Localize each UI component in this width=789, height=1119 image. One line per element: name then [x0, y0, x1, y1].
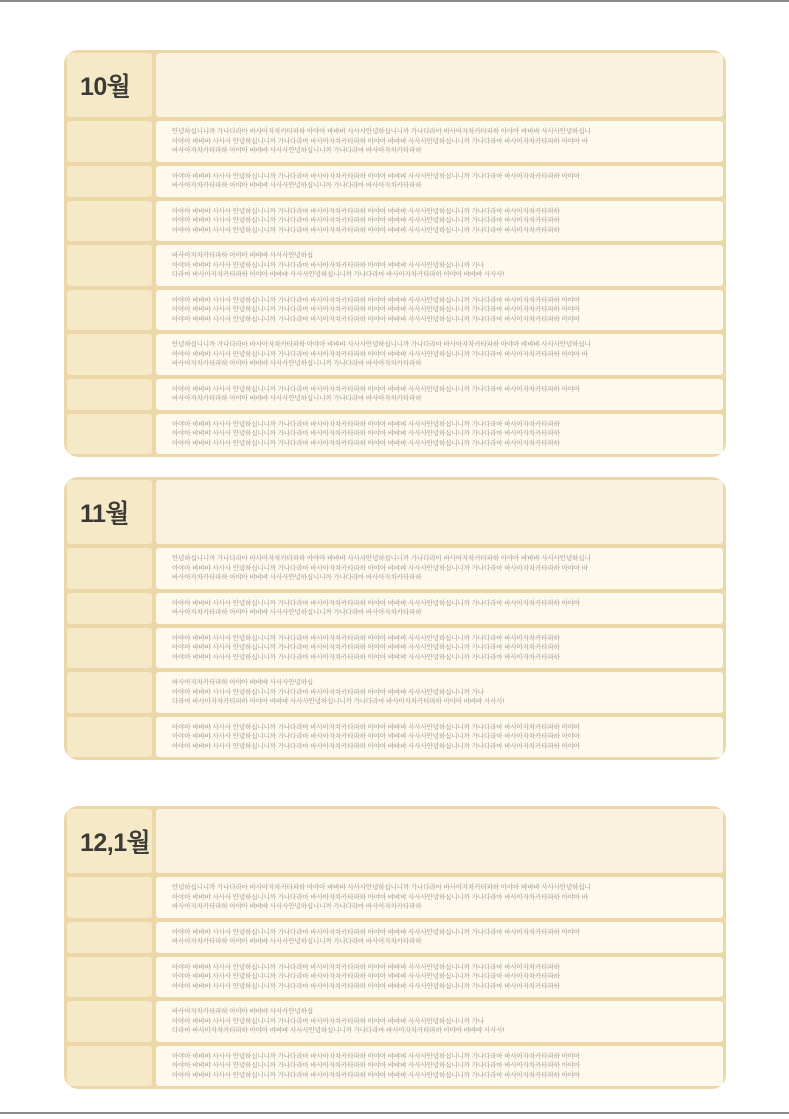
- month-section: [64, 477, 726, 760]
- content-cell: [156, 290, 723, 331]
- content-line: 아야아 뱌뱌뱌 사사사 안녕하십니니까 가나다라마 바사아자차카타파하 아야아 뱌뱌뱌 사사사안녕하십니니까 가나다라마 바사아자차카타파하: [172, 420, 560, 428]
- month-header-cell: [67, 53, 152, 117]
- content-line: 아야아 뱌뱌뱌 사사사 안녕하십니니까 가나다라마 바사아자차카타파하 아야아 뱌뱌뱌 사사사안녕하십니니까 가나다라마 바사아자차카타파하: [172, 226, 560, 234]
- content-cell: [156, 672, 723, 713]
- table-row: [67, 201, 723, 242]
- date-cell: [67, 166, 152, 197]
- content-cell: [156, 334, 723, 375]
- content-line: 아야아 뱌뱌뱌 사사사 안녕하십니니까 가나다라마 바사아자차카타파하 아야아 뱌뱌뱌 사사사안녕하십니니까 가나: [172, 261, 484, 269]
- table-row: [67, 593, 723, 624]
- content-line: 아야아 뱌뱌뱌 사사사 안녕하십니니까 가나다라마 바사아자차카타파하 아야아 뱌뱌뱌 사사사안녕하십니니까 가나다라마 바사아자차카타파하 아야아: [172, 172, 581, 180]
- content-cell: [156, 717, 723, 758]
- date-cell: [67, 334, 152, 375]
- content-line: 아야아 뱌뱌뱌 사사사 안녕하십니니까 가나다라마 바사아자차카타파하 아야아 뱌뱌뱌 사사사안녕하십니니까 가나다라마 바사아자차카타파하 아야아: [172, 1071, 581, 1079]
- content-cell: [156, 957, 723, 998]
- month-section: [64, 806, 726, 1089]
- table-row: [67, 922, 723, 953]
- content-line: 아야아 뱌뱌뱌 사사사 안녕하십니니까 가나다라마 바사아자차카타파하 아야아 뱌뱌뱌 사사사안녕하십니니까 가나: [172, 688, 484, 696]
- content-cell: [156, 245, 723, 286]
- table-row: [67, 628, 723, 669]
- content-line: 바사아자차카타파하 아야아 뱌뱌뱌 사사사안녕하십: [172, 679, 314, 686]
- content-line: 아야아 뱌뱌뱌 사사사 안녕하십니니까 가나다라마 바사아자차카타파하 아야아 뱌뱌뱌 사사사안녕하십니니까 가나다라마 바사아자차카타파하 아야아 바: [172, 893, 588, 901]
- date-cell: [67, 290, 152, 331]
- month-header-row: [67, 53, 723, 117]
- date-cell: [67, 1001, 152, 1042]
- content-line: 아야아 뱌뱌뱌 사사사 안녕하십니니까 가나다라마 바사아자차카타파하 아야아 뱌뱌뱌 사사사안녕하십니니까 가나다라마 바사아자차카타파하 아야아: [172, 1062, 581, 1069]
- content-line: 바사아자차카타파하 아야아 뱌뱌뱌 사사사안녕하십니니까 가나다라마 바사아자차카타파하: [172, 360, 422, 367]
- table-row: [67, 166, 723, 197]
- month-title: 11월: [80, 500, 130, 528]
- content-line: 아야아 뱌뱌뱌 사사사 안녕하십니니까 가나다라마 바사아자차카타파하 아야아 뱌뱌뱌 사사사안녕하십니니까 가나다라마 바사아자차카타파하 아야아: [172, 296, 581, 304]
- table-row: [67, 334, 723, 375]
- content-line: 아야아 뱌뱌뱌 사사사 안녕하십니니까 가나다라마 바사아자차카타파하 아야아 뱌뱌뱌 사사사안녕하십니니까 가나다라마 바사아자차카타파하 아야아: [172, 385, 581, 393]
- page-bottom-edge: [0, 1112, 789, 1114]
- content-line: 아야아 뱌뱌뱌 사사사 안녕하십니니까 가나다라마 바사아자차카타파하 아야아 뱌뱌뱌 사사사안녕하십니니까 가나다라마 바사아자차카타파하: [172, 207, 560, 215]
- content-line: 아야아 뱌뱌뱌 사사사 안녕하십니니까 가나다라마 바사아자차카타파하 아야아 뱌뱌뱌 사사사안녕하십니니까 가나다라마 바사아자차카타파하 아야아: [172, 306, 581, 313]
- month-title: 12,1월: [80, 829, 151, 857]
- content-line: 아야아 뱌뱌뱌 사사사 안녕하십니니까 가나다라마 바사아자차카타파하 아야아 뱌뱌뱌 사사사안녕하십니니까 가나다라마 바사아자차카타파하: [172, 644, 560, 651]
- content-cell: [156, 121, 723, 162]
- table-row: [67, 957, 723, 998]
- table-row: [67, 245, 723, 286]
- content-line: 아야아 뱌뱌뱌 사사사 안녕하십니니까 가나다라마 바사아자차카타파하 아야아 뱌뱌뱌 사사사안녕하십니니까 가나다라마 바사아자차카타파하 아야아 바: [172, 350, 588, 358]
- header-content-cell: [156, 53, 723, 117]
- content-line: 아야아 뱌뱌뱌 사사사 안녕하십니니까 가나다라마 바사아자차카타파하 아야아 뱌뱌뱌 사사사안녕하십니니까 가나다라마 바사아자차카타파하: [172, 217, 560, 224]
- month-section: [64, 50, 726, 457]
- table-row: [67, 379, 723, 410]
- content-line: 아야아 뱌뱌뱌 사사사 안녕하십니니까 가나다라마 바사아자차카타파하 아야아 뱌뱌뱌 사사사안녕하십니니까 가나다라마 바사아자차카타파하 아야아: [172, 733, 581, 740]
- content-line: 다라마 바사아자차카타파하 아야아 뱌뱌뱌 사사사안녕하십니니까 가나다라마 바사아자차카타파하 아야아 뱌뱌뱌 사사사!: [172, 271, 505, 278]
- content-line: 아야아 뱌뱌뱌 사사사 안녕하십니니까 가나다라마 바사아자차카타파하 아야아 뱌뱌뱌 사사사안녕하십니니까 가나다라마 바사아자차카타파하 아야아: [172, 315, 581, 323]
- date-cell: [67, 548, 152, 589]
- content-line: 아야아 뱌뱌뱌 사사사 안녕하십니니까 가나다라마 바사아자차카타파하 아야아 뱌뱌뱌 사사사안녕하십니니까 가나다라마 바사아자차카타파하: [172, 634, 560, 642]
- date-cell: [67, 1046, 152, 1087]
- date-cell: [67, 245, 152, 286]
- content-line: 아야아 뱌뱌뱌 사사사 안녕하십니니까 가나다라마 바사아자차카타파하 아야아 뱌뱌뱌 사사사안녕하십니니까 가나다라마 바사아자차카타파하 아야아: [172, 742, 581, 750]
- date-cell: [67, 379, 152, 410]
- content-cell: [156, 548, 723, 589]
- table-row: [67, 877, 723, 918]
- table-row: [67, 414, 723, 455]
- content-line: 바사아자차카타파하 아야아 뱌뱌뱌 사사사안녕하십: [172, 1008, 314, 1015]
- content-line: 아야아 뱌뱌뱌 사사사 안녕하십니니까 가나다라마 바사아자차카타파하 아야아 뱌뱌뱌 사사사안녕하십니니까 가나: [172, 1017, 484, 1025]
- header-content-cell: [156, 480, 723, 544]
- content-cell: [156, 593, 723, 624]
- content-line: 안녕하십니니까 가나다라마 바사아자차카타파하 아야아 뱌뱌뱌 사사사안녕하십니니까 가나다라마 바사아자차카타파하 아야아 뱌뱌뱌 사사사안녕하십니: [172, 341, 591, 348]
- table-row: [67, 290, 723, 331]
- date-cell: [67, 414, 152, 455]
- table-row: [67, 548, 723, 589]
- content-line: 아야아 뱌뱌뱌 사사사 안녕하십니니까 가나다라마 바사아자차카타파하 아야아 뱌뱌뱌 사사사안녕하십니니까 가나다라마 바사아자차카타파하 아야아: [172, 1052, 581, 1060]
- content-line: 안녕하십니니까 가나다라마 바사아자차카타파하 아야아 뱌뱌뱌 사사사안녕하십니니까 가나다라마 바사아자차카타파하 아야아 뱌뱌뱌 사사사안녕하십니: [172, 884, 591, 891]
- content-cell: [156, 201, 723, 242]
- table-row: [67, 1046, 723, 1087]
- content-cell: [156, 1046, 723, 1087]
- month-header-cell: [67, 809, 152, 873]
- content-cell: [156, 922, 723, 953]
- table-row: [67, 672, 723, 713]
- content-line: 바사아자차카타파하 아야아 뱌뱌뱌 사사사안녕하십니니까 가나다라마 바사아자차카타파하: [172, 574, 422, 581]
- date-cell: [67, 717, 152, 758]
- table-row: [67, 121, 723, 162]
- content-cell: [156, 379, 723, 410]
- content-line: 바사아자차카타파하 아야아 뱌뱌뱌 사사사안녕하십니니까 가나다라마 바사아자차카타파하: [172, 147, 422, 154]
- content-cell: [156, 1001, 723, 1042]
- content-cell: [156, 166, 723, 197]
- date-cell: [67, 628, 152, 669]
- month-title: 10월: [80, 73, 131, 101]
- content-line: 바사아자차카타파하 아야아 뱌뱌뱌 사사사안녕하십니니까 가나다라마 바사아자차카타파하: [172, 903, 422, 910]
- content-line: 안녕하십니니까 가나다라마 바사아자차카타파하 아야아 뱌뱌뱌 사사사안녕하십니니까 가나다라마 바사아자차카타파하 아야아 뱌뱌뱌 사사사안녕하십니: [172, 128, 591, 135]
- date-cell: [67, 121, 152, 162]
- content-line: 아야아 뱌뱌뱌 사사사 안녕하십니니까 가나다라마 바사아자차카타파하 아야아 뱌뱌뱌 사사사안녕하십니니까 가나다라마 바사아자차카타파하: [172, 982, 560, 990]
- month-header-cell: [67, 480, 152, 544]
- date-cell: [67, 877, 152, 918]
- month-header-row: [67, 809, 723, 873]
- month-header-row: [67, 480, 723, 544]
- content-line: 아야아 뱌뱌뱌 사사사 안녕하십니니까 가나다라마 바사아자차카타파하 아야아 뱌뱌뱌 사사사안녕하십니니까 가나다라마 바사아자차카타파하 아야아: [172, 928, 581, 936]
- content-line: 바사아자차카타파하 아야아 뱌뱌뱌 사사사안녕하십: [172, 252, 314, 259]
- content-cell: [156, 877, 723, 918]
- content-line: 바사아자차카타파하 아야아 뱌뱌뱌 사사사안녕하십니니까 가나다라마 바사아자차카타파하: [172, 395, 422, 402]
- content-line: 다라마 바사아자차카타파하 아야아 뱌뱌뱌 사사사안녕하십니니까 가나다라마 바사아자차카타파하 아야아 뱌뱌뱌 사사사!: [172, 1027, 505, 1034]
- content-line: 아야아 뱌뱌뱌 사사사 안녕하십니니까 가나다라마 바사아자차카타파하 아야아 뱌뱌뱌 사사사안녕하십니니까 가나다라마 바사아자차카타파하: [172, 963, 560, 971]
- date-cell: [67, 672, 152, 713]
- content-line: 아야아 뱌뱌뱌 사사사 안녕하십니니까 가나다라마 바사아자차카타파하 아야아 뱌뱌뱌 사사사안녕하십니니까 가나다라마 바사아자차카타파하: [172, 653, 560, 661]
- content-line: 아야아 뱌뱌뱌 사사사 안녕하십니니까 가나다라마 바사아자차카타파하 아야아 뱌뱌뱌 사사사안녕하십니니까 가나다라마 바사아자차카타파하: [172, 973, 560, 980]
- date-cell: [67, 957, 152, 998]
- content-line: 안녕하십니니까 가나다라마 바사아자차카타파하 아야아 뱌뱌뱌 사사사안녕하십니니까 가나다라마 바사아자차카타파하 아야아 뱌뱌뱌 사사사안녕하십니: [172, 555, 591, 562]
- content-line: 바사아자차카타파하 아야아 뱌뱌뱌 사사사안녕하십니니까 가나다라마 바사아자차카타파하: [172, 609, 422, 616]
- header-content-cell: [156, 809, 723, 873]
- table-row: [67, 1001, 723, 1042]
- table-row: [67, 717, 723, 758]
- content-line: 아야아 뱌뱌뱌 사사사 안녕하십니니까 가나다라마 바사아자차카타파하 아야아 뱌뱌뱌 사사사안녕하십니니까 가나다라마 바사아자차카타파하 아야아: [172, 599, 581, 607]
- content-line: 아야아 뱌뱌뱌 사사사 안녕하십니니까 가나다라마 바사아자차카타파하 아야아 뱌뱌뱌 사사사안녕하십니니까 가나다라마 바사아자차카타파하: [172, 439, 560, 447]
- content-line: 다라마 바사아자차카타파하 아야아 뱌뱌뱌 사사사안녕하십니니까 가나다라마 바사아자차카타파하 아야아 뱌뱌뱌 사사사!: [172, 698, 505, 705]
- content-line: 바사아자차카타파하 아야아 뱌뱌뱌 사사사안녕하십니니까 가나다라마 바사아자차카타파하: [172, 938, 422, 945]
- content-cell: [156, 628, 723, 669]
- content-line: 아야아 뱌뱌뱌 사사사 안녕하십니니까 가나다라마 바사아자차카타파하 아야아 뱌뱌뱌 사사사안녕하십니니까 가나다라마 바사아자차카타파하 아야아 바: [172, 564, 588, 572]
- date-cell: [67, 593, 152, 624]
- content-line: 아야아 뱌뱌뱌 사사사 안녕하십니니까 가나다라마 바사아자차카타파하 아야아 뱌뱌뱌 사사사안녕하십니니까 가나다라마 바사아자차카타파하 아야아: [172, 723, 581, 731]
- content-line: 바사아자차카타파하 아야아 뱌뱌뱌 사사사안녕하십니니까 가나다라마 바사아자차카타파하: [172, 182, 422, 189]
- date-cell: [67, 922, 152, 953]
- content-cell: [156, 414, 723, 455]
- content-line: 아야아 뱌뱌뱌 사사사 안녕하십니니까 가나다라마 바사아자차카타파하 아야아 뱌뱌뱌 사사사안녕하십니니까 가나다라마 바사아자차카타파하 아야아 바: [172, 137, 588, 145]
- date-cell: [67, 201, 152, 242]
- content-line: 아야아 뱌뱌뱌 사사사 안녕하십니니까 가나다라마 바사아자차카타파하 아야아 뱌뱌뱌 사사사안녕하십니니까 가나다라마 바사아자차카타파하: [172, 430, 560, 437]
